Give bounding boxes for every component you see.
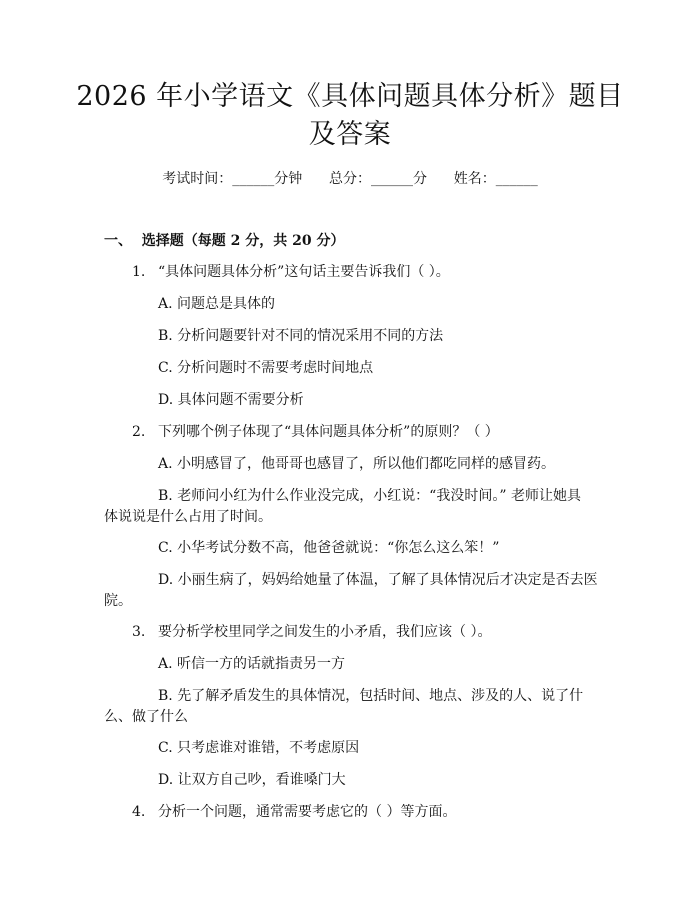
- option-3d: D. 让双方自己吵，看谁嗓门大: [158, 772, 346, 788]
- option-2a: A. 小明感冒了，他哥哥也感冒了，所以他们都吃同样的感冒药。: [158, 456, 556, 472]
- section-heading: 一、 选择题（每题 2 分，共 20 分）: [104, 233, 345, 249]
- option-1c: C. 分析问题时不需要考虑时间地点: [158, 360, 374, 376]
- exam-info: 考试时间：______分钟 总分：______分 姓名：______: [162, 171, 538, 187]
- question-number: 3.: [132, 624, 146, 640]
- option-3b: B. 先了解矛盾发生的具体情况，包括时间、地点、涉及的人、说了什: [158, 688, 584, 704]
- question-number: 2.: [132, 424, 146, 440]
- option-2d-continued: 院。: [104, 593, 132, 609]
- option-1a: A. 问题总是具体的: [158, 296, 276, 312]
- option-3a: A. 听信一方的话就指责另一方: [158, 656, 346, 672]
- option-2d: D. 小丽生病了，妈妈给她量了体温，了解了具体情况后才决定是否去医: [158, 572, 598, 588]
- question-2: [132, 422, 499, 442]
- question-4: [132, 802, 456, 822]
- option-1b: B. 分析问题要针对不同的情况采用不同的方法: [158, 328, 444, 344]
- question-text: 分析一个问题，通常需要考虑它的（ ）等方面。: [158, 804, 457, 820]
- question-1: [132, 262, 450, 282]
- option-3c: C. 只考虑谁对谁错，不考虑原因: [158, 740, 360, 756]
- question-text: 要分析学校里同学之间发生的小矛盾，我们应该（ ）。: [158, 624, 492, 640]
- title-line-1: 2026 年小学语文《具体问题具体分析》题目: [76, 81, 624, 112]
- question-text: “具体问题具体分析”这句话主要告诉我们（ ）。: [158, 264, 450, 280]
- option-2b-continued: 体说说是什么占用了时间。: [104, 509, 272, 525]
- question-number: 4.: [132, 804, 146, 820]
- option-2c: C. 小华考试分数不高，他爸爸就说：“你怎么这么笨！”: [158, 540, 500, 556]
- option-3b-continued: 么、做了什么: [104, 709, 188, 725]
- question-text: 下列哪个例子体现了“具体问题具体分析”的原则？（ ）: [158, 424, 499, 440]
- question-3: [132, 622, 491, 642]
- option-1d: D. 具体问题不需要分析: [158, 392, 304, 408]
- title-line-2: 及答案: [308, 119, 392, 150]
- document-title: [60, 78, 640, 154]
- question-number: 1.: [132, 264, 146, 280]
- option-2b: B. 老师问小红为什么作业没完成，小红说：“我没时间。” 老师让她具: [158, 488, 581, 504]
